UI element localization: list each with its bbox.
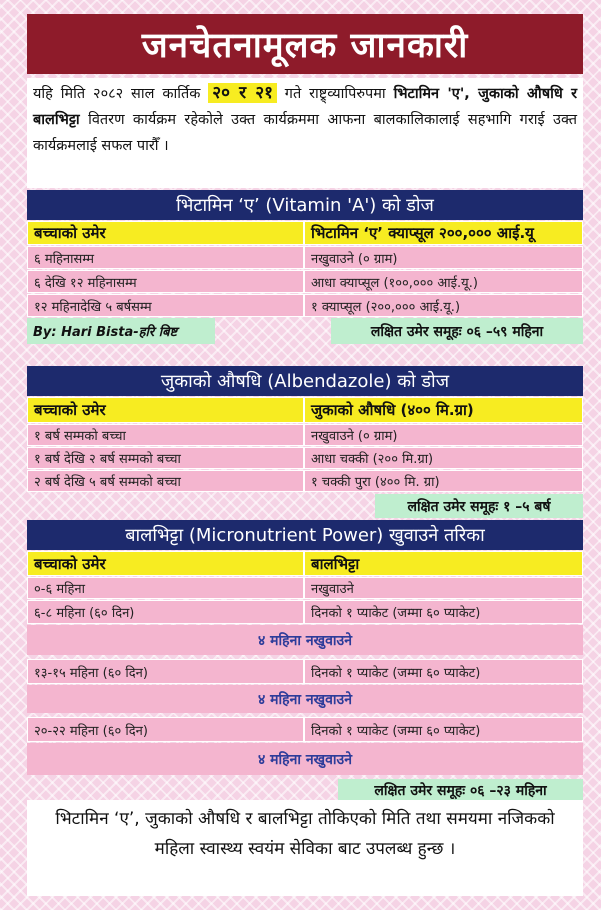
dose-cell: नखुवाउने — [304, 577, 583, 599]
table-row — [27, 294, 583, 317]
intro-bold-items: भिटामिन 'ए', जुकाको औषधि र बालभिट्टा — [33, 86, 578, 128]
micronutrient-header-row — [27, 551, 583, 576]
intro-text-1: यहि मिति २०८२ साल कार्तिक — [33, 86, 201, 102]
dose-cell: १ क्याप्सूल (२००,००० आई.यू.) — [304, 294, 583, 317]
gap-note: ४ महिना नखुवाउने — [27, 685, 583, 713]
age-cell: १ बर्ष सम्मको बच्चा — [27, 424, 304, 446]
age-cell: ०-६ महिना — [27, 577, 304, 599]
table-row — [27, 246, 583, 269]
table-row — [27, 600, 583, 624]
dose-cell: आधा चक्की (२०० मि.ग्रा) — [304, 447, 583, 469]
table-row — [27, 659, 583, 684]
table-row — [27, 270, 583, 293]
albendazole-col-age: बच्चाको उमेर — [27, 397, 304, 423]
table-row — [27, 717, 583, 742]
age-cell: ६-८ महिना (६० दिन) — [27, 600, 304, 624]
footer-note: भिटामिन ‘ए’, जुकाको औषधि र बालभिट्टा तोकिएको मिति तथा समयमा नजिकको महिला स्वास्थ्य स्वयंम सेविका बाट उपलब्ध हुन्छ । — [27, 800, 583, 896]
table-row — [27, 447, 583, 469]
age-cell: २ बर्ष देखि ५ बर्ष सम्मको बच्चा — [27, 470, 304, 492]
vitamin-col-age: बच्चाको उमेर — [27, 221, 304, 245]
age-cell: १ बर्ष देखि २ बर्ष सम्मको बच्चा — [27, 447, 304, 469]
vitamin-target-group: लक्षित उमेर समूहः ०६ –५९ महिना — [331, 318, 583, 344]
table-row — [27, 470, 583, 492]
dose-cell: आधा क्याप्सूल (१००,००० आई.यू.) — [304, 270, 583, 293]
vitamin-a-heading: भिटामिन ‘ए’ (Vitamin 'A') को डोज — [27, 190, 583, 220]
intro-text-3: वितरण कार्यक्रम रहेकोले उक्त कार्यक्रममा आफना बालकालिकालाई सहभागि गराई उक्त कार्यक्रमलाई सफल पारौँ । — [33, 112, 578, 154]
age-cell: ६ महिनासम्म — [27, 246, 304, 269]
age-cell: १२ महिनादेखि ५ बर्षसम्म — [27, 294, 304, 317]
dose-cell: १ चक्की पुरा (४०० मि. ग्रा) — [304, 470, 583, 492]
dose-cell: दिनको १ प्याकेट (जम्मा ६० प्याकेट) — [304, 600, 583, 624]
micronutrient-col-dose: बालभिट्टा — [304, 551, 583, 576]
albendazole-target-group: लक्षित उमेर समूहः १ –५ बर्ष — [375, 494, 583, 518]
intro-paragraph — [27, 78, 583, 188]
dose-cell: दिनको १ प्याकेट (जम्मा ६० प्याकेट) — [304, 717, 583, 742]
albendazole-header-row — [27, 397, 583, 423]
vitamin-a-header-row — [27, 221, 583, 245]
poster-title: जनचेतनामूलक जानकारी — [27, 14, 583, 74]
albendazole-heading: जुकाको औषधि (Albendazole) को डोज — [27, 366, 583, 396]
age-cell: १३-१५ महिना (६० दिन) — [27, 659, 304, 684]
micronutrient-target-group: लक्षित उमेर समूहः ०६ –२३ महिना — [338, 779, 583, 801]
micronutrient-col-age: बच्चाको उमेर — [27, 551, 304, 576]
vitamin-col-dose: भिटामिन ‘ए’ क्याप्सूल २००,००० आई.यू — [304, 221, 583, 245]
age-cell: ६ देखि १२ महिनासम्म — [27, 270, 304, 293]
micronutrient-heading: बालभिट्टा (Micronutrient Power) खुवाउने तरिका — [27, 520, 583, 550]
gap-note: ४ महिना नखुवाउने — [27, 743, 583, 775]
dose-cell: नखुवाउने (० ग्राम) — [304, 246, 583, 269]
age-cell: २०-२२ महिना (६० दिन) — [27, 717, 304, 742]
intro-text-2: गते राष्ट्र्व्यापिरुपमा — [284, 86, 386, 102]
albendazole-col-dose: जुकाको औषधि (४०० मि.ग्रा) — [304, 397, 583, 423]
gap-note: ४ महिना नखुवाउने — [27, 625, 583, 655]
table-row — [27, 577, 583, 599]
author-credit: By: Hari Bista-हरि बिष्ट — [27, 318, 215, 344]
intro-date-highlight: २० र २१ — [208, 83, 277, 103]
table-row — [27, 424, 583, 446]
dose-cell: नखुवाउने (० ग्राम) — [304, 424, 583, 446]
dose-cell: दिनको १ प्याकेट (जम्मा ६० प्याकेट) — [304, 659, 583, 684]
